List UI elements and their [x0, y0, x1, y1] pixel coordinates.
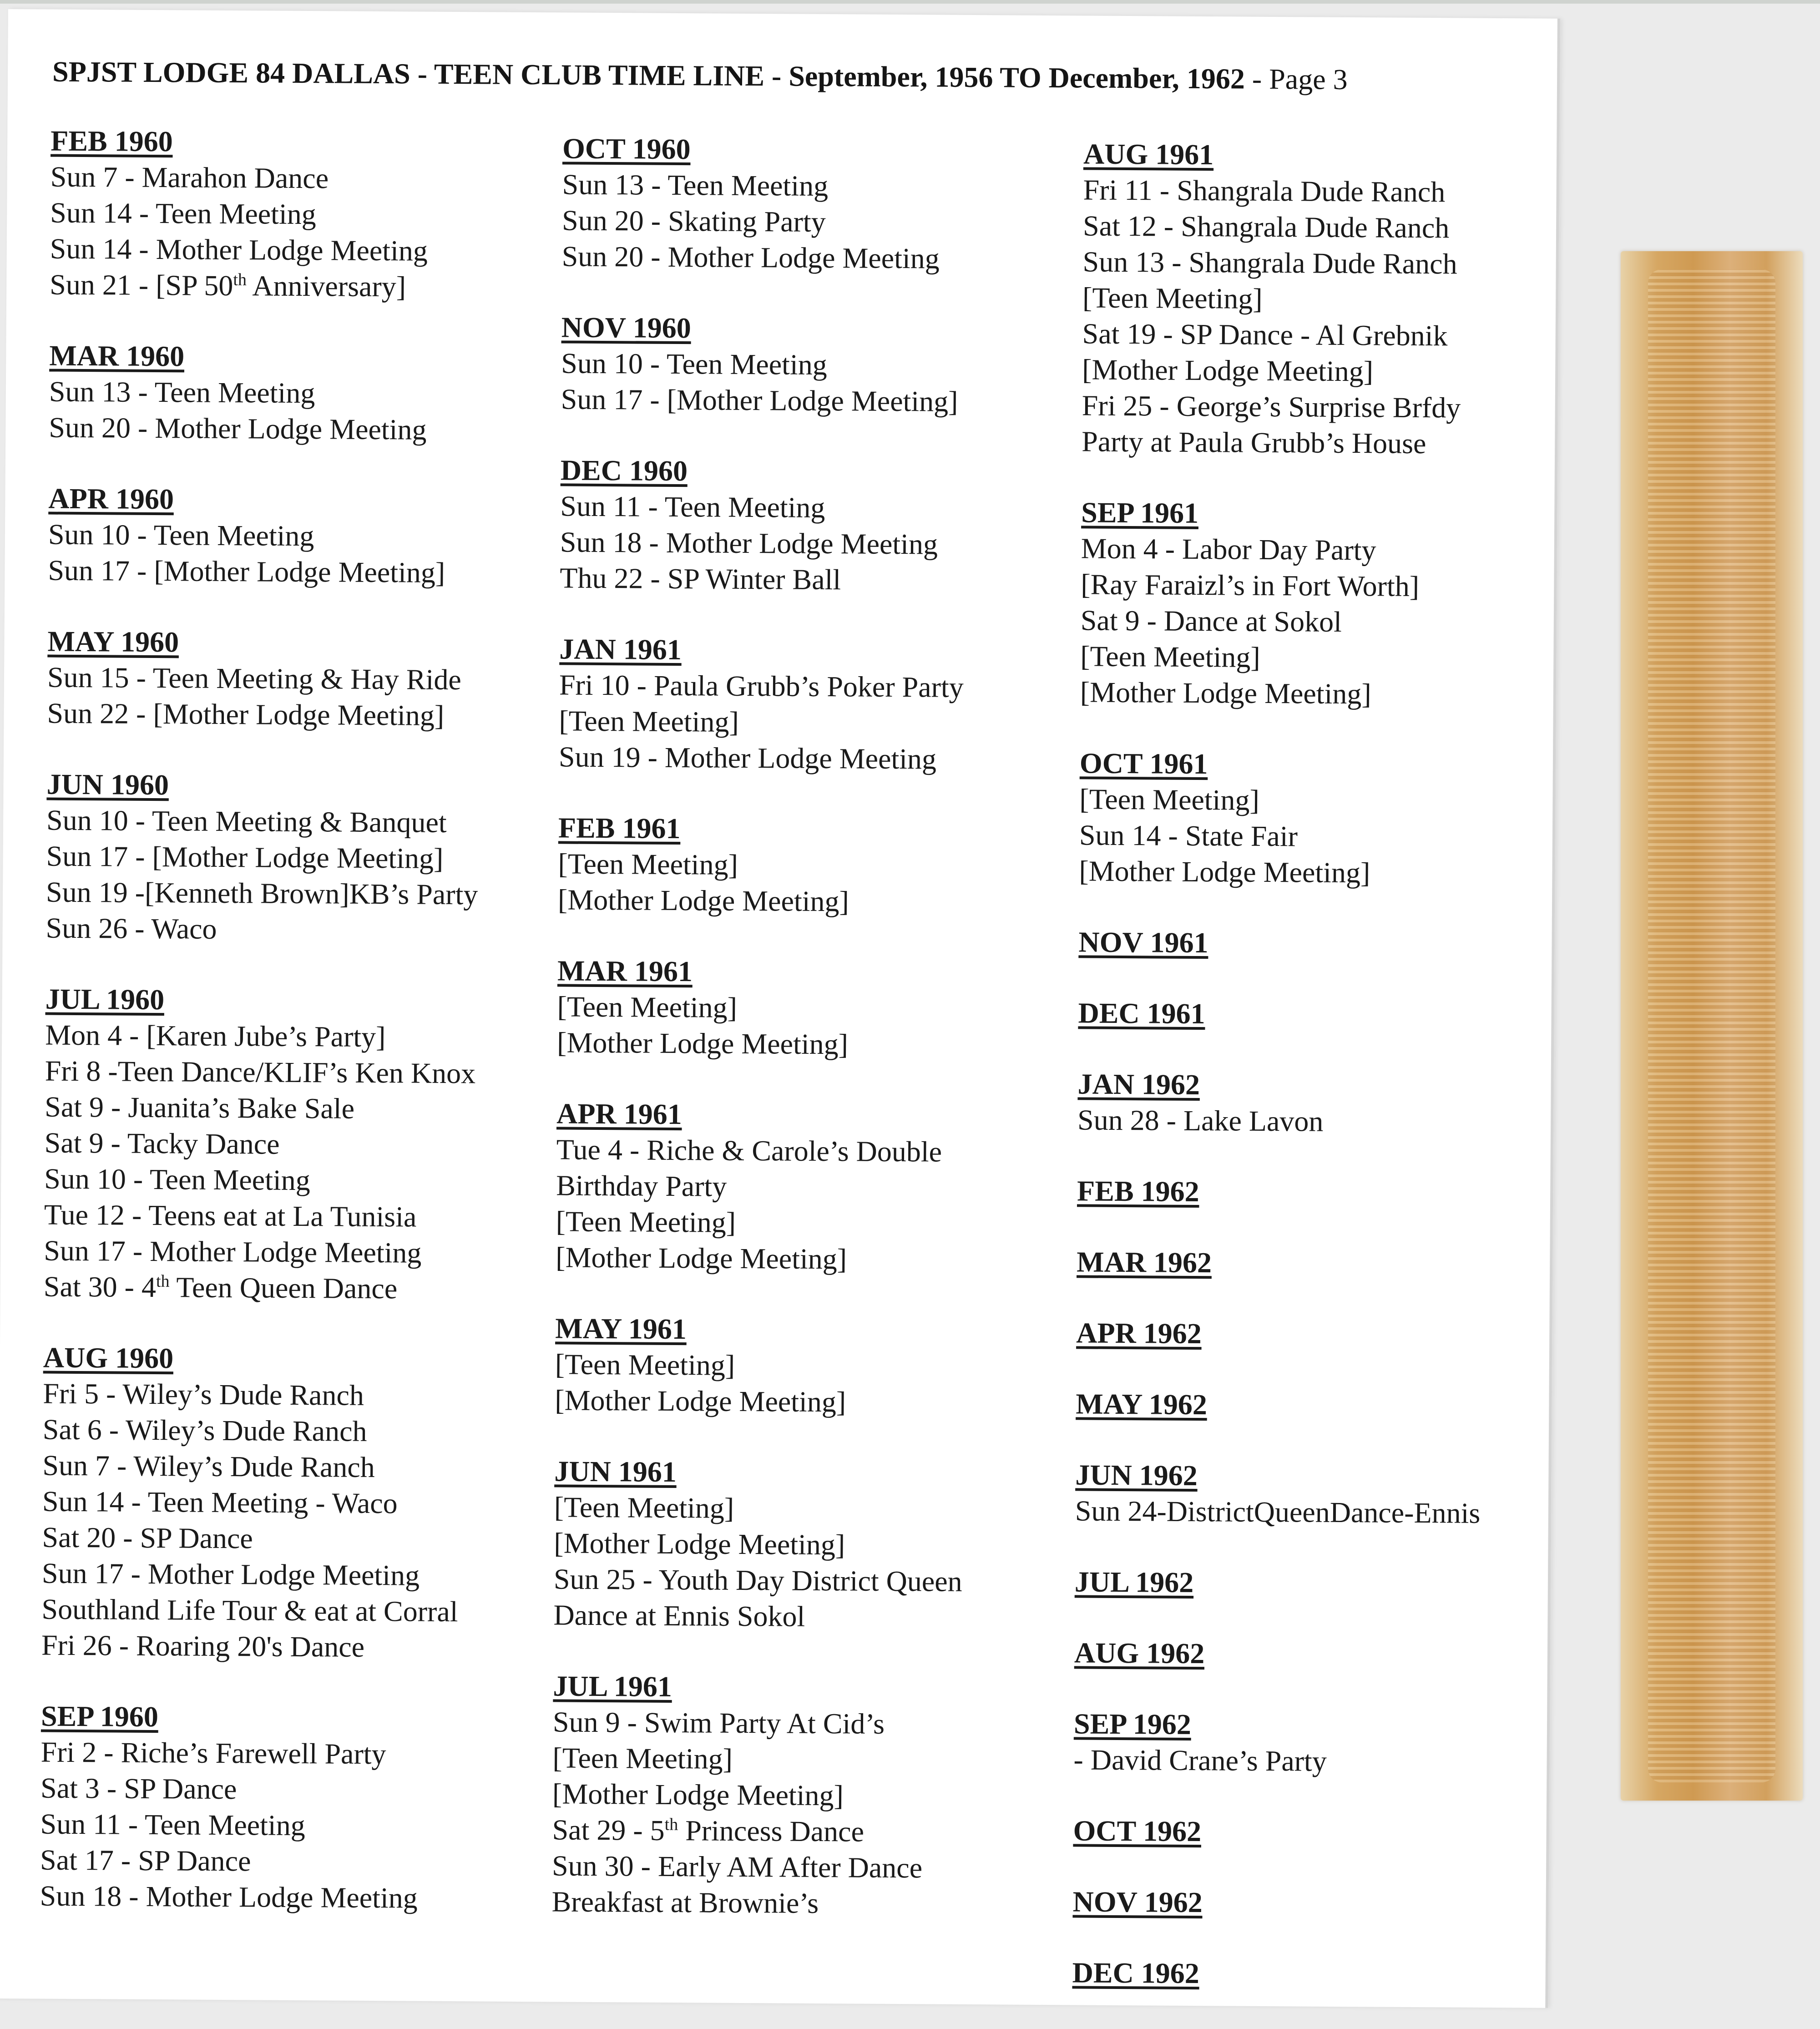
- event-entry: Sun 18 - Mother Lodge Meeting: [40, 1879, 418, 1914]
- month-heading: JUL 1962: [1074, 1565, 1194, 1599]
- event-entry: Sun 17 - [Mother Lodge Meeting]: [561, 383, 958, 418]
- month-block: [555, 1311, 1065, 1421]
- month-block: [560, 452, 1070, 599]
- month-heading: OCT 1960: [562, 132, 691, 166]
- month-block: [1075, 1564, 1584, 1603]
- event-entry: Sun 18 - Mother Lodge Meeting: [560, 526, 938, 561]
- month-block: [1080, 495, 1591, 713]
- event-entry: Sun 26 - Waco: [46, 911, 217, 945]
- event-entry: Sun 20 - Skating Party: [561, 204, 826, 238]
- month-heading: JAN 1961: [559, 632, 682, 666]
- month-block: [1082, 136, 1593, 462]
- month-heading: FEB 1961: [558, 811, 681, 845]
- event-entry: Sun 9 - Swim Party At Cid’s: [552, 1705, 885, 1740]
- month-block: [49, 338, 559, 449]
- month-block: [1079, 745, 1589, 892]
- event-entry: Sun 24-DistrictQueenDance-Ennis: [1075, 1494, 1481, 1529]
- month-heading: OCT 1961: [1079, 747, 1208, 780]
- month-block: [558, 810, 1068, 921]
- event-entry: Sun 30 - Early AM After Dance: [551, 1849, 923, 1884]
- event-entry: [Mother Lodge Meeting]: [554, 1527, 845, 1561]
- timeline-column-3: [1072, 136, 1593, 2029]
- event-entry: [Mother Lodge Meeting]: [555, 1384, 846, 1418]
- event-entry: [Ray Faraizl’s in Fort Worth]: [1081, 568, 1420, 602]
- event-entry: Mon 4 - [Karen Jube’s Party]: [45, 1018, 386, 1053]
- page-number: - Page 3: [1244, 62, 1348, 96]
- month-heading: MAR 1960: [49, 339, 185, 373]
- month-heading: DEC 1960: [560, 454, 688, 487]
- event-entry: Sun 10 - Teen Meeting & Banquet: [46, 804, 447, 839]
- month-block: [561, 309, 1071, 420]
- event-entry: Sat 3 - SP Dance: [40, 1771, 237, 1806]
- event-entry: Sat 9 - Tacky Dance: [44, 1126, 280, 1160]
- month-heading: NOV 1962: [1072, 1885, 1203, 1919]
- month-heading: MAR 1961: [557, 954, 693, 988]
- event-entry: Birthday Party: [556, 1169, 727, 1203]
- event-entry: - David Crane’s Party: [1073, 1743, 1327, 1777]
- event-entry: Sun 28 - Lake Lavon: [1077, 1103, 1324, 1138]
- event-entry: Thu 22 - SP Winter Ball: [560, 562, 841, 596]
- event-entry: [Teen Meeting]: [1079, 783, 1259, 816]
- event-entry: Tue 4 - Riche & Carole’s Double: [556, 1133, 942, 1168]
- event-entry: Breakfast at Brownie’s: [551, 1885, 819, 1919]
- month-heading: NOV 1961: [1078, 926, 1208, 959]
- month-block: [1072, 1955, 1582, 1994]
- event-entry: Fri 5 - Wiley’s Dude Ranch: [43, 1377, 364, 1412]
- event-entry: [Teen Meeting]: [557, 990, 738, 1024]
- month-block: [559, 631, 1069, 778]
- event-entry: [Mother Lodge Meeting]: [552, 1777, 844, 1812]
- month-heading: JUN 1962: [1075, 1458, 1198, 1492]
- month-block: [1073, 1706, 1583, 1781]
- month-block: [40, 1699, 551, 1917]
- month-block: [557, 953, 1067, 1063]
- month-heading: MAR 1962: [1077, 1245, 1212, 1279]
- month-block: [551, 1668, 1062, 1923]
- month-block: [1078, 924, 1588, 963]
- month-heading: FEB 1960: [51, 124, 173, 158]
- month-heading: JUN 1960: [46, 768, 169, 801]
- event-entry: Sat 12 - Shangrala Dude Ranch: [1082, 209, 1450, 244]
- month-heading: NOV 1960: [561, 311, 692, 344]
- month-block: [1075, 1457, 1585, 1532]
- event-entry: Sun 7 - Wiley’s Dude Ranch: [42, 1449, 375, 1483]
- event-entry: Sun 21 - [SP 50th Anniversary]: [50, 268, 406, 303]
- title-text: SPJST LODGE 84 DALLAS - TEEN CLUB TIME LINE - September, 1956 TO December, 1962: [52, 55, 1245, 95]
- event-entry: [Teen Meeting]: [554, 1491, 734, 1524]
- month-heading: MAY 1961: [555, 1312, 687, 1346]
- event-entry: Tue 12 - Teens eat at La Tunisia: [44, 1198, 417, 1233]
- month-block: [561, 131, 1072, 277]
- event-entry: [Mother Lodge Meeting]: [556, 1241, 847, 1275]
- event-entry: Sun 10 - Teen Meeting: [561, 347, 827, 381]
- event-entry: Sun 17 - [Mother Lodge Meeting]: [46, 840, 444, 875]
- month-heading: APR 1961: [556, 1097, 682, 1131]
- month-block: [50, 123, 560, 306]
- event-entry: Sun 14 - Mother Lodge Meeting: [50, 232, 428, 267]
- event-entry: Sun 19 - Mother Lodge Meeting: [558, 740, 937, 775]
- month-heading: FEB 1962: [1077, 1174, 1199, 1208]
- event-entry: Sun 25 - Youth Day District Queen: [553, 1563, 962, 1598]
- event-entry: Sat 20 - SP Dance: [42, 1521, 253, 1555]
- month-heading: JUN 1961: [554, 1455, 677, 1488]
- event-entry: [Mother Lodge Meeting]: [1082, 353, 1374, 388]
- event-entry: Fri 25 - George’s Surprise Brfdy: [1082, 389, 1461, 424]
- month-heading: AUG 1961: [1083, 137, 1214, 171]
- event-entry: [Teen Meeting]: [558, 847, 738, 881]
- month-block: [1074, 1635, 1584, 1674]
- month-block: [44, 982, 555, 1308]
- event-entry: [Teen Meeting]: [556, 1205, 736, 1239]
- event-entry: Party at Paula Grubb’s House: [1082, 425, 1426, 460]
- scanner-edge: [0, 0, 1820, 4]
- month-block: [46, 767, 556, 949]
- event-entry: Sun 11 - Teen Meeting: [560, 490, 825, 524]
- event-entry: Sun 17 - Mother Lodge Meeting: [44, 1234, 422, 1269]
- month-block: [1076, 1315, 1586, 1354]
- event-entry: Dance at Ennis Sokol: [553, 1599, 805, 1633]
- event-entry: Sun 10 - Teen Meeting: [48, 518, 314, 552]
- event-entry: Fri 2 - Riche’s Farewell Party: [40, 1736, 386, 1771]
- event-entry: Sat 9 - Dance at Sokol: [1080, 604, 1342, 638]
- page-title: [52, 55, 1348, 96]
- month-block: [553, 1453, 1064, 1636]
- event-entry: Fri 26 - Roaring 20's Dance: [41, 1629, 365, 1663]
- event-entry: [Teen Meeting]: [559, 704, 739, 738]
- month-heading: AUG 1960: [43, 1341, 174, 1375]
- event-entry: Sun 13 - Teen Meeting: [49, 375, 315, 410]
- event-entry: [Mother Lodge Meeting]: [556, 1026, 849, 1061]
- event-entry: Southland Life Tour & eat at Corral: [41, 1593, 458, 1628]
- month-heading: DEC 1961: [1078, 997, 1205, 1030]
- month-block: [556, 1096, 1066, 1278]
- tape-strip: [1621, 251, 1803, 1801]
- event-entry: Sun 11 - Teen Meeting: [40, 1807, 305, 1842]
- event-entry: Sat 17 - SP Dance: [40, 1843, 251, 1877]
- event-entry: [Mother Lodge Meeting]: [1079, 855, 1370, 889]
- event-entry: [Mother Lodge Meeting]: [557, 883, 849, 918]
- timeline-column-1: [40, 123, 560, 1953]
- event-entry: Sat 19 - SP Dance - Al Grebnik: [1082, 317, 1448, 352]
- month-block: [41, 1340, 553, 1666]
- month-heading: JUL 1960: [45, 982, 165, 1016]
- event-entry: Sun 13 - Shangrala Dude Ranch: [1082, 245, 1457, 280]
- event-entry: Sun 14 - State Fair: [1079, 819, 1298, 853]
- month-block: [1077, 1173, 1587, 1212]
- month-heading: JUL 1961: [553, 1670, 672, 1703]
- month-block: [48, 481, 558, 592]
- event-entry: Fri 10 - Paula Grubb’s Poker Party: [559, 668, 964, 703]
- event-entry: Sun 17 - Mother Lodge Meeting: [41, 1557, 420, 1592]
- event-entry: Sat 30 - 4th Teen Queen Dance: [43, 1270, 398, 1305]
- event-entry: Sun 7 - Marahon Dance: [50, 160, 329, 195]
- event-entry: Sun 20 - Mother Lodge Meeting: [49, 411, 427, 446]
- month-heading: AUG 1962: [1074, 1636, 1205, 1670]
- event-entry: Sun 19 -[Kenneth Brown]KB’s Party: [46, 875, 478, 911]
- event-entry: Sat 6 - Wiley’s Dude Ranch: [42, 1413, 367, 1447]
- month-heading: DEC 1962: [1072, 1956, 1200, 1990]
- month-heading: SEP 1961: [1081, 496, 1199, 530]
- month-heading: JAN 1962: [1077, 1068, 1200, 1101]
- event-entry: Fri 8 -Teen Dance/KLIF’s Ken Knox: [45, 1054, 476, 1090]
- event-entry: Sun 10 - Teen Meeting: [44, 1162, 310, 1197]
- event-entry: Sun 14 - Teen Meeting - Waco: [42, 1485, 398, 1520]
- event-entry: Sun 22 - [Mother Lodge Meeting]: [47, 697, 445, 732]
- month-block: [47, 624, 557, 734]
- event-entry: [Teen Meeting]: [552, 1741, 733, 1775]
- event-entry: Fri 11 - Shangrala Dude Ranch: [1083, 173, 1446, 208]
- event-entry: Sun 15 - Teen Meeting & Hay Ride: [47, 661, 461, 696]
- month-heading: MAY 1960: [47, 625, 179, 658]
- event-entry: [Mother Lodge Meeting]: [1080, 676, 1371, 710]
- month-heading: APR 1962: [1076, 1316, 1202, 1350]
- document-page: [0, 9, 1560, 2008]
- event-entry: [Teen Meeting]: [555, 1348, 735, 1381]
- event-entry: Sat 29 - 5th Princess Dance: [552, 1813, 864, 1848]
- month-block: [1077, 1244, 1586, 1283]
- event-entry: Sun 20 - Mother Lodge Meeting: [561, 240, 940, 275]
- month-heading: SEP 1962: [1073, 1707, 1192, 1741]
- month-heading: MAY 1962: [1076, 1387, 1208, 1421]
- month-block: [1076, 1386, 1585, 1425]
- event-entry: Mon 4 - Labor Day Party: [1081, 532, 1376, 567]
- timeline-column-2: [551, 131, 1072, 1958]
- month-heading: SEP 1960: [40, 1700, 159, 1733]
- month-block: [1073, 1813, 1582, 1852]
- month-heading: OCT 1962: [1073, 1814, 1202, 1848]
- tape-strip-texture: [1648, 269, 1775, 1782]
- month-block: [1078, 995, 1587, 1034]
- event-entry: Sun 17 - [Mother Lodge Meeting]: [48, 554, 445, 589]
- event-entry: [Teen Meeting]: [1082, 281, 1263, 315]
- month-block: [1072, 1884, 1582, 1923]
- month-heading: APR 1960: [48, 482, 174, 516]
- event-entry: Sat 9 - Juanita’s Bake Sale: [45, 1090, 355, 1125]
- month-block: [1077, 1066, 1587, 1141]
- event-entry: [Teen Meeting]: [1080, 640, 1260, 673]
- event-entry: Sun 14 - Teen Meeting: [50, 196, 316, 231]
- event-entry: Sun 13 - Teen Meeting: [562, 168, 829, 202]
